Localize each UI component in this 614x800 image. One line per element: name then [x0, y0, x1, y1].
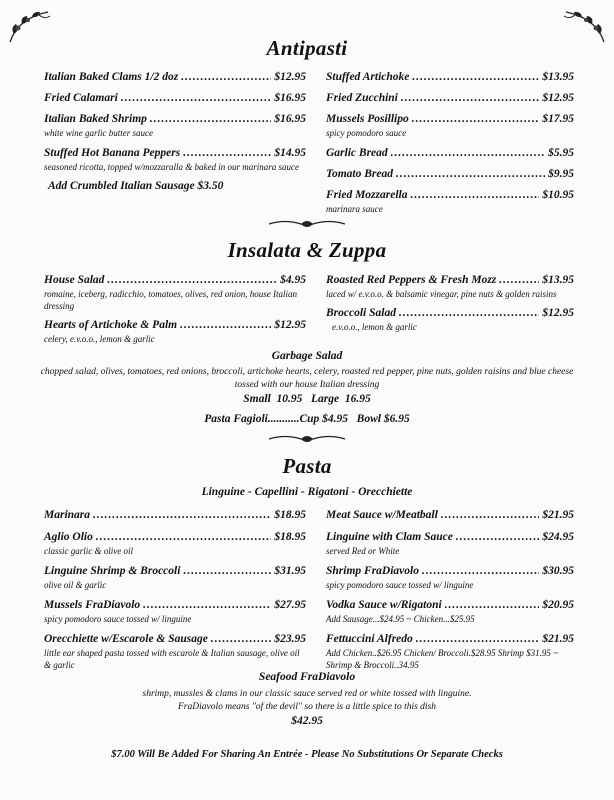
item-name: Vodka Sauce w/Rigatoni	[326, 599, 442, 611]
menu-item	[326, 632, 574, 671]
item-price: $13.95	[542, 71, 574, 83]
insalata-left-column	[44, 273, 306, 345]
seafood-fradiavolo-title: Seafood FraDiavolo	[258, 671, 356, 683]
item-name: Fettuccini Alfredo	[326, 633, 413, 645]
garbage-salad-description: chopped salad, olives, tomatoes, red onions, broccoli, artichoke hearts, celery, roasted red pepper, pine nuts, golden raisins and blue cheese tossed with our house Italian dressing	[40, 367, 574, 390]
menu-item	[326, 306, 574, 333]
item-name: Stuffed Hot Banana Peppers	[44, 147, 181, 159]
item-name: Italian Baked Clams 1/2 doz	[44, 71, 179, 83]
menu-item	[44, 530, 306, 557]
item-name: Linguine with Clam Sauce	[326, 531, 453, 543]
item-description: Add Sausage...$24.95 ~ Chicken...$25.95	[326, 614, 475, 624]
item-name: House Salad	[44, 274, 105, 286]
item-name: Aglio Olio	[44, 531, 93, 543]
item-description: laced w/ e.v.o.o. & balsamic vinegar, pine nuts & golden raisins	[326, 289, 557, 299]
sausage-addon: Add Crumbled Italian Sausage $3.50	[48, 180, 224, 192]
item-name: Mussels FraDiavolo	[44, 599, 141, 611]
item-name: Broccoli Salad	[326, 307, 396, 319]
menu-item	[44, 112, 306, 139]
item-price: $23.95	[274, 633, 306, 645]
item-price: $30.95	[542, 565, 574, 577]
item-name: Garlic Bread	[326, 147, 388, 159]
item-price: $12.95	[274, 319, 306, 331]
menu-item	[326, 167, 574, 181]
garbage-salad-sizes: Small 10.95 Large 16.95	[243, 393, 371, 405]
menu-item	[326, 530, 574, 557]
item-name: Marinara	[44, 509, 91, 521]
item-name: Hearts of Artichoke & Palm	[44, 319, 178, 331]
item-price: $18.95	[274, 509, 306, 521]
menu-item	[326, 564, 574, 591]
seafood-fradiavolo-note: FraDiavolo means "of the devil" so there is a little spice to this dish	[177, 702, 437, 712]
scroll-divider-ornament	[265, 218, 349, 230]
menu-item	[326, 508, 574, 522]
menu-item	[326, 112, 574, 139]
item-description: romaine, iceberg, radicchio, tomatoes, olives, red onion, house Italian dressing	[44, 289, 297, 311]
menu-item	[326, 188, 574, 215]
garbage-salad-title: Garbage Salad	[271, 350, 343, 362]
item-description: served Red or White	[326, 546, 400, 556]
antipasti-right-column	[326, 70, 574, 215]
item-name: Linguine Shrimp & Broccoli	[44, 565, 181, 577]
item-price: $18.95	[274, 531, 306, 543]
item-price: $27.95	[274, 599, 306, 611]
menu-item	[44, 91, 306, 105]
menu-item	[44, 273, 306, 312]
menu-item	[44, 564, 306, 591]
item-price: $14.95	[274, 147, 306, 159]
antipasti-heading: Antipasti	[266, 36, 348, 60]
item-description: spicy pomodoro sauce tossed w/ linguine	[44, 614, 192, 624]
menu-item	[326, 273, 574, 300]
item-description: white wine garlic butter sauce	[44, 128, 153, 138]
item-price: $12.95	[542, 307, 574, 319]
menu-item	[44, 70, 306, 84]
item-description: spicy pomodoro sauce	[326, 128, 407, 138]
item-price: $31.95	[274, 565, 306, 577]
item-name: Shrimp FraDiavolo	[326, 565, 419, 577]
menu-item	[326, 146, 574, 160]
item-description: little ear shaped pasta tossed with escarole & Italian sausage, olive oil & garlic	[44, 648, 300, 670]
item-price: $21.95	[542, 633, 574, 645]
antipasti-left-column	[44, 70, 306, 193]
item-description: spicy pomodoro sauce tossed w/ linguine	[326, 580, 474, 590]
item-price: $21.95	[542, 509, 574, 521]
pasta-fagioli: Pasta Fagioli...........Cup $4.95 Bowl $6.95	[204, 413, 410, 425]
pasta-shapes: Linguine - Capellini - Rigatoni - Orecchiette	[201, 486, 413, 498]
scroll-divider-ornament	[265, 433, 349, 445]
menu-item	[326, 91, 574, 105]
item-name: Orecchiette w/Escarole & Sausage	[44, 633, 208, 645]
item-price: $4.95	[280, 274, 306, 286]
item-price: $10.95	[542, 189, 574, 201]
seafood-fradiavolo-price: $42.95	[291, 715, 323, 727]
item-price: $17.95	[542, 113, 574, 125]
item-price: $16.95	[274, 113, 306, 125]
menu-item	[44, 508, 306, 522]
item-name: Tomato Bread	[326, 168, 393, 180]
item-description: marinara sauce	[326, 204, 383, 214]
item-price: $24.95	[542, 531, 574, 543]
item-name: Stuffed Artichoke	[326, 71, 410, 83]
seafood-fradiavolo-description: shrimp, mussles & clams in our classic sauce served red or white tossed with linguine.	[142, 689, 472, 699]
item-price: $16.95	[274, 92, 306, 104]
item-name: Italian Baked Shrimp	[44, 113, 147, 125]
item-description: Add Chicken..$26.95 Chicken/ Broccoli.$28.95 Shrimp $31.95 ~ Shrimp & Broccoli..34.95	[326, 648, 559, 670]
item-price: $12.95	[274, 71, 306, 83]
item-description: seasoned ricotta, topped w/mozzaralla & baked in our marinara sauce	[44, 162, 299, 172]
item-name: Roasted Red Peppers & Fresh Mozz	[326, 274, 497, 286]
item-name: Fried Zucchini	[326, 92, 398, 104]
insalata-right-column	[326, 273, 574, 333]
menu-item	[44, 318, 306, 345]
item-description: classic garlic & olive oil	[44, 546, 133, 556]
menu-item	[44, 146, 306, 173]
item-description: e.v.o.o., lemon & garlic	[332, 322, 417, 332]
item-name: Mussels Posillipo	[326, 113, 409, 125]
item-price: $13.95	[542, 274, 574, 286]
pasta-left-column	[44, 508, 306, 671]
item-price: $5.95	[548, 147, 574, 159]
item-price: $20.95	[542, 599, 574, 611]
item-description: celery, e.v.o.o., lemon & garlic	[44, 334, 155, 344]
pasta-heading: Pasta	[282, 454, 332, 478]
item-price: $9.95	[548, 168, 574, 180]
pasta-right-column	[326, 508, 574, 671]
insalata-heading: Insalata & Zuppa	[227, 238, 387, 262]
menu-item	[326, 70, 574, 84]
item-description: olive oil & garlic	[44, 580, 107, 590]
menu-item	[326, 598, 574, 625]
sharing-policy-footer: $7.00 Will Be Added For Sharing An Entrée - Please No Substitutions Or Separate Checks	[111, 749, 503, 760]
menu-item	[44, 598, 306, 625]
item-name: Fried Calamari	[44, 92, 118, 104]
menu-item	[44, 632, 306, 671]
item-price: $12.95	[542, 92, 574, 104]
item-name: Meat Sauce w/Meatball	[326, 509, 438, 521]
item-name: Fried Mozzarella	[326, 189, 408, 201]
